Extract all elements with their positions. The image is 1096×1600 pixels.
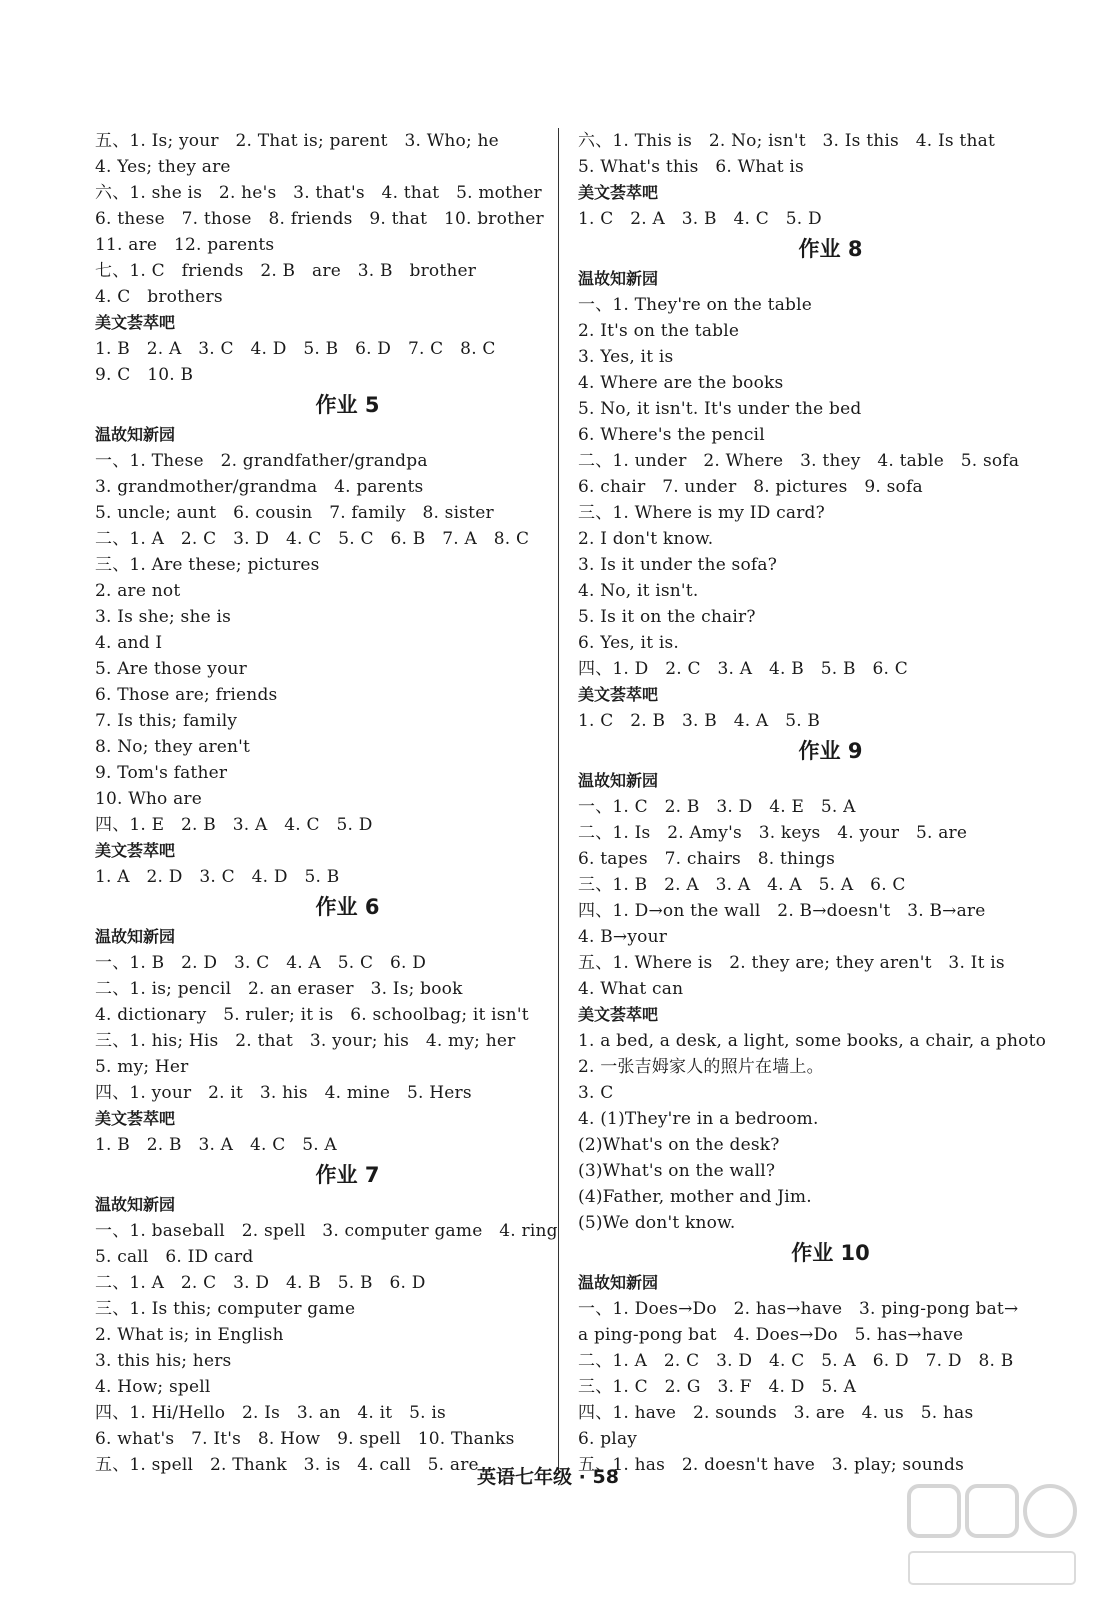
watermark-logo <box>905 1480 1080 1592</box>
answer-line: 4. How; spell <box>95 1377 211 1397</box>
answer-line: 4. Yes; they are <box>95 157 231 177</box>
answer-line: a ping-pong bat 4. Does→Do 5. has→have <box>578 1325 964 1345</box>
answer-line: 5. call 6. ID card <box>95 1247 254 1267</box>
answer-line: 5. What's this 6. What is <box>578 157 804 177</box>
answer-line: (2)What's on the desk? <box>578 1135 780 1155</box>
answer-line: 六、1. This is 2. No; isn't 3. Is this 4. Is that <box>578 131 995 151</box>
answer-line: 6. tapes 7. chairs 8. things <box>578 849 835 869</box>
answer-line: (5)We don't know. <box>578 1213 736 1233</box>
answer-line: 二、1. Is 2. Amy's 3. keys 4. your 5. are <box>578 823 968 843</box>
answer-line: 4. B→your <box>578 927 668 947</box>
answer-line: 七、1. C friends 2. B are 3. B brother <box>95 261 477 281</box>
answer-line: 6. Those are; friends <box>95 685 278 705</box>
answer-line: 五、1. Is; your 2. That is; parent 3. Who; he <box>95 131 499 151</box>
answer-line: 6. these 7. those 8. friends 9. that 10. brother <box>95 209 544 229</box>
homework-title: 作业 9 <box>798 739 863 763</box>
answer-line: 一、1. These 2. grandfather/grandpa <box>95 451 428 471</box>
answer-line: 1. B 2. B 3. A 4. C 5. A <box>95 1135 337 1155</box>
section-heading: 温故知新园 <box>578 771 659 790</box>
answer-line: 四、1. D 2. C 3. A 4. B 5. B 6. C <box>578 659 908 679</box>
answer-line: 4. (1)They're in a bedroom. <box>578 1109 819 1129</box>
section-heading: 温故知新园 <box>95 425 176 444</box>
homework-title: 作业 8 <box>798 237 863 261</box>
answer-line: 2. 一张吉姆家人的照片在墙上。 <box>578 1057 824 1077</box>
answer-line: 一、1. C 2. B 3. D 4. E 5. A <box>578 797 856 817</box>
answer-line: 2. It's on the table <box>578 321 740 341</box>
answer-line: 三、1. his; His 2. that 3. your; his 4. my; her <box>95 1031 516 1051</box>
page-footer: 英语七年级 · 58 <box>477 1466 619 1488</box>
answer-line: 4. C brothers <box>95 287 223 307</box>
answer-line: 二、1. under 2. Where 3. they 4. table 5. sofa <box>578 451 1020 471</box>
answer-line: 二、1. A 2. C 3. D 4. C 5. C 6. B 7. A 8. C <box>95 529 530 549</box>
answer-line: 6. play <box>578 1429 638 1449</box>
answer-line: 2. What is; in English <box>95 1325 284 1345</box>
answer-line: 三、1. Are these; pictures <box>95 555 320 575</box>
answer-line: 四、1. E 2. B 3. A 4. C 5. D <box>95 815 373 835</box>
answer-line: 五、1. has 2. doesn't have 3. play; sounds <box>578 1455 965 1475</box>
answer-line: 一、1. baseball 2. spell 3. computer game 4. ring <box>95 1221 558 1241</box>
answer-line: 三、1. Where is my ID card? <box>578 503 825 523</box>
answer-line: 6. Where's the pencil <box>578 425 765 445</box>
answer-line: 8. No; they aren't <box>95 737 251 757</box>
answer-line: 3. C <box>578 1083 614 1103</box>
left-column <box>95 128 558 1478</box>
answer-line: 五、1. spell 2. Thank 3. is 4. call 5. are <box>95 1455 479 1475</box>
answer-line: 3. grandmother/grandma 4. parents <box>95 477 424 497</box>
answer-line: 四、1. your 2. it 3. his 4. mine 5. Hers <box>95 1083 472 1103</box>
right-column <box>578 128 1047 1478</box>
answer-line: 9. C 10. B <box>95 365 194 385</box>
answer-line: 5. Is it on the chair? <box>578 607 756 627</box>
homework-title: 作业 6 <box>315 895 380 919</box>
answer-line: 4. and I <box>95 633 163 653</box>
answer-line: 6. chair 7. under 8. pictures 9. sofa <box>578 477 923 497</box>
answer-line: 4. No, it isn't. <box>578 581 699 601</box>
homework-title: 作业 7 <box>315 1163 380 1187</box>
answer-line: 二、1. A 2. C 3. D 4. B 5. B 6. D <box>95 1273 426 1293</box>
answer-line: 3. Yes, it is <box>578 347 674 367</box>
answer-line: 2. are not <box>95 581 181 601</box>
answer-line: 三、1. C 2. G 3. F 4. D 5. A <box>578 1377 857 1397</box>
answer-line: 4. dictionary 5. ruler; it is 6. schoolbag; it isn't <box>95 1005 529 1025</box>
answer-line: 二、1. is; pencil 2. an eraser 3. Is; book <box>95 979 463 999</box>
answer-line: 6. what's 7. It's 8. How 9. spell 10. Thanks <box>95 1429 515 1449</box>
answer-line: 5. Are those your <box>95 659 248 679</box>
answer-line: 7. Is this; family <box>95 711 238 731</box>
answer-line: 三、1. B 2. A 3. A 4. A 5. A 6. C <box>578 875 906 895</box>
answer-line: 一、1. They're on the table <box>578 295 813 315</box>
homework-title: 作业 5 <box>315 393 380 417</box>
answer-line: 1. B 2. A 3. C 4. D 5. B 6. D 7. C 8. C <box>95 339 496 359</box>
answer-line: 5. No, it isn't. It's under the bed <box>578 399 862 419</box>
answer-line: 4. Where are the books <box>578 373 784 393</box>
homework-title: 作业 10 <box>791 1241 870 1265</box>
answer-line: 五、1. Where is 2. they are; they aren't 3. It is <box>578 953 1005 973</box>
answer-line: 9. Tom's father <box>95 763 228 783</box>
answer-line: 5. uncle; aunt 6. cousin 7. family 8. sister <box>95 503 494 523</box>
section-heading: 温故知新园 <box>578 1273 659 1292</box>
answer-line: 10. Who are <box>95 789 203 809</box>
answer-line: 四、1. Hi/Hello 2. Is 3. an 4. it 5. is <box>95 1403 446 1423</box>
answer-line: 六、1. she is 2. he's 3. that's 4. that 5. mother <box>95 183 542 203</box>
answer-line: 1. C 2. A 3. B 4. C 5. D <box>578 209 822 229</box>
section-heading: 美文荟萃吧 <box>95 313 176 332</box>
answer-line: 一、1. Does→Do 2. has→have 3. ping-pong bat→ <box>578 1299 1019 1319</box>
answer-line: (4)Father, mother and Jim. <box>578 1187 812 1207</box>
answer-line: 6. Yes, it is. <box>578 633 679 653</box>
answer-line: 5. my; Her <box>95 1057 189 1077</box>
answer-line: 3. Is she; she is <box>95 607 232 627</box>
section-heading: 美文荟萃吧 <box>578 1005 659 1024</box>
answer-line: 3. Is it under the sofa? <box>578 555 778 575</box>
answer-line: 一、1. B 2. D 3. C 4. A 5. C 6. D <box>95 953 427 973</box>
answer-line: 四、1. D→on the wall 2. B→doesn't 3. B→are <box>578 901 986 921</box>
answer-line: 1. a bed, a desk, a light, some books, a chair, a photo <box>578 1031 1047 1051</box>
answer-line: 3. this his; hers <box>95 1351 232 1371</box>
answer-line: 三、1. Is this; computer game <box>95 1299 356 1319</box>
section-heading: 美文荟萃吧 <box>95 1109 176 1128</box>
answer-line: 2. I don't know. <box>578 529 714 549</box>
answer-line: 四、1. have 2. sounds 3. are 4. us 5. has <box>578 1403 974 1423</box>
section-heading: 美文荟萃吧 <box>578 183 659 202</box>
section-heading: 美文荟萃吧 <box>578 685 659 704</box>
answer-line: 4. What can <box>578 979 684 999</box>
section-heading: 美文荟萃吧 <box>95 841 176 860</box>
section-heading: 温故知新园 <box>95 1195 176 1214</box>
section-heading: 温故知新园 <box>578 269 659 288</box>
answer-line: 1. C 2. B 3. B 4. A 5. B <box>578 711 821 731</box>
column-divider <box>558 128 559 1473</box>
answer-line: 二、1. A 2. C 3. D 4. C 5. A 6. D 7. D 8. B <box>578 1351 1014 1371</box>
answer-line: 11. are 12. parents <box>95 235 275 255</box>
answer-line: 1. A 2. D 3. C 4. D 5. B <box>95 867 340 887</box>
section-heading: 温故知新园 <box>95 927 176 946</box>
answer-line: (3)What's on the wall? <box>578 1161 776 1181</box>
